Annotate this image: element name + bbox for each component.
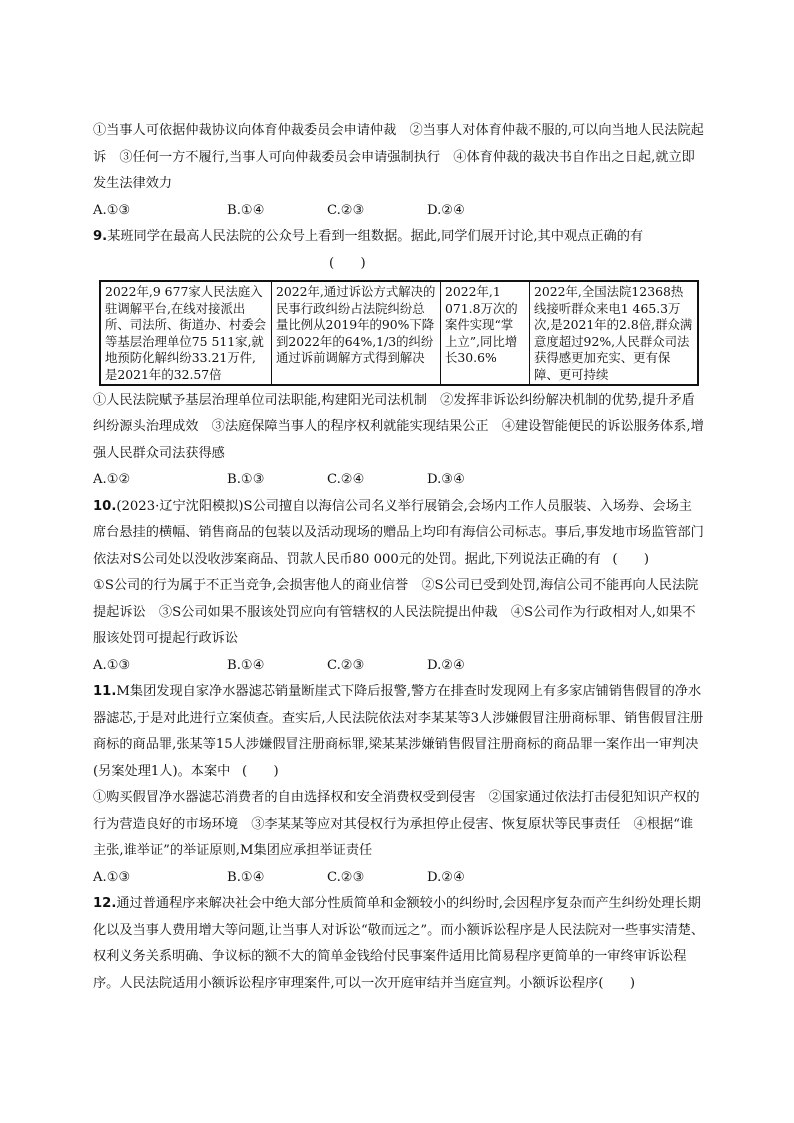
q11-stem-text: M集团发现自家净水器滤芯销量断崖式下降后报警,警方在排查时发现网上有多家店铺销售假冒的净水器滤芯,于是对此进行立案侦查。查实后,人民法院依法对李某某等3人涉嫌假冒注册商标罪、销售假冒注册商标的商品罪,张某等15人涉嫌假冒注册商标罪,梁某某涉嫌销售假冒注册商标的商品罪一案作出一审判决(另案处理1人)。本案中 [93,684,704,779]
q9-statements: ①人民法院赋予基层治理单位司法职能,构建阳光司法机制 ②发挥非诉讼纠纷解决机制的优势,提升矛盾纠纷源头治理成效 ③法庭保障当事人的程序权利就能实现结果公正 ④建设智能便民的诉讼服务体系,增强人民群众司法获得感 [93,392,704,461]
q11-option-c[interactable]: C.②③ [327,869,365,885]
q9-option-c[interactable]: C.②④ [327,472,365,488]
q10-stem [93,494,705,574]
q8-statements: ①当事人可依据仲裁协议向体育仲裁委员会申请仲裁 ②当事人对体育仲裁不服的,可以向当地人民法院起诉 ③任何一方不履行,当事人可向仲裁委员会申请强制执行 ④体育仲裁的裁决书自作出之日起,就立即发生法律效力 [93,123,704,191]
q12-answer-paren: ( ) [598,975,635,991]
q9-table-cell-1: 2022年,9 677家人民法庭入驻调解平台,在线对接派出所、司法所、街道办、村委会等基层治理单位75 511家,就地预防化解纠纷33.21万件,是2021年的32.57倍 [100,281,272,385]
q9-answer-paren: ( ) [329,255,366,271]
q9-option-b[interactable]: B.①③ [227,472,265,488]
q11-statements: ①购买假冒净水器滤芯消费者的自由选择权和安全消费权受到侵害 ②国家通过依法打击侵犯知识产权的行为营造良好的市场环境 ③李某某等应对其侵权行为承担停止侵害、恢复原状等民事责任 ④根据“谁主张,谁举证”的举证原则,M集团应承担举证责任 [93,790,700,859]
q10-statements: ①S公司的行为属于不正当竞争,会损害他人的商业信誉 ②S公司已受到处罚,海信公司不能再向人民法院提起诉讼 ③S公司如果不服该处罚应向有管辖权的人民法院提出仲裁 ④S公司作为行政相对人,如果不服该处罚可提起行政诉讼 [93,578,699,647]
q8-option-c[interactable]: C.②③ [327,202,365,218]
q11-option-a[interactable]: A.①③ [93,869,131,885]
q11-option-b[interactable]: B.①④ [227,869,265,885]
q10-option-a[interactable]: A.①③ [93,657,131,673]
q9-number: 9. [93,229,108,244]
q9-table-cell-2: 2022年,通过诉讼方式解决的民事行政纠纷占法院纠纷总量比例从2019年的90%下降到2022年的64%,1/3的纠纷通过诉前调解方式得到解决 [272,281,441,385]
q9-table-cell-3: 2022年,1 071.8万次的案件实现“掌上立”,同比增长30.6% [441,281,530,385]
q11-stem [93,679,705,785]
q10-option-b[interactable]: B.①④ [227,657,265,673]
q8-option-d[interactable]: D.②④ [427,202,465,218]
q9-stem-text: 某班同学在最高人民法院的公众号上看到一组数据。据此,同学们展开讨论,其中观点正确的有 [107,229,644,244]
document-page [93,118,705,997]
q10-source: (2023·辽宁沈阳模拟) [116,498,244,514]
q11-answer-paren: ( ) [242,763,279,779]
q11-option-d[interactable]: D.②④ [427,869,465,885]
q8-options [93,198,705,225]
q9-stem [93,224,705,251]
q10-answer-paren: ( ) [612,551,650,567]
q8-option-a[interactable]: A.①③ [93,202,131,218]
q11-options [93,865,705,892]
q12-stem [93,891,705,997]
q12-number: 12. [93,896,117,912]
q10-number: 10. [93,498,117,514]
q9-option-d[interactable]: D.③④ [427,472,465,488]
q10-options [93,653,705,680]
q10-stem-text: S公司擅自以海信公司名义举行展销会,会场内工作人员服装、入场券、会场主席台悬挂的横幅、销售商品的包装以及活动现场的赠品上均印有海信公司标志。事后,事发地市场监管部门依法对S公司处以没收涉案商品、罚款人民币80 000元的处罚。据此,下列说法正确的有 [93,498,704,567]
q9-option-a[interactable]: A.①② [93,472,131,488]
q8-option-b[interactable]: B.①④ [227,202,265,218]
q9-options [93,467,705,494]
q9-table-cell-4: 2022年,全国法院12368热线接听群众来电1 465.3万次,是2021年的2.8倍,群众满意度超过92%,人民群众司法获得感更加充实、更有保障、更可持续 [530,281,699,385]
q10-option-c[interactable]: C.②③ [327,657,365,673]
q10-option-d[interactable]: D.②④ [427,657,465,673]
q9-data-table [99,280,699,386]
q12-stem-text: 通过普通程序来解决社会中绝大部分性质简单和金额较小的纠纷时,会因程序复杂而产生纠纷处理长期化以及当事人费用增大等问题,让当事人对诉讼“敬而远之”。而小额诉讼程序是人民法院对一些事实清楚、权利义务关系明确、争议标的额不大的简单金钱给付民事案件适用比简易程序更简单的一审终审诉讼程序。人民法院适用小额诉讼程序审理案件,可以一次开庭审结并当庭宣判。小额诉讼程序 [93,896,705,991]
q11-number: 11. [93,684,117,700]
